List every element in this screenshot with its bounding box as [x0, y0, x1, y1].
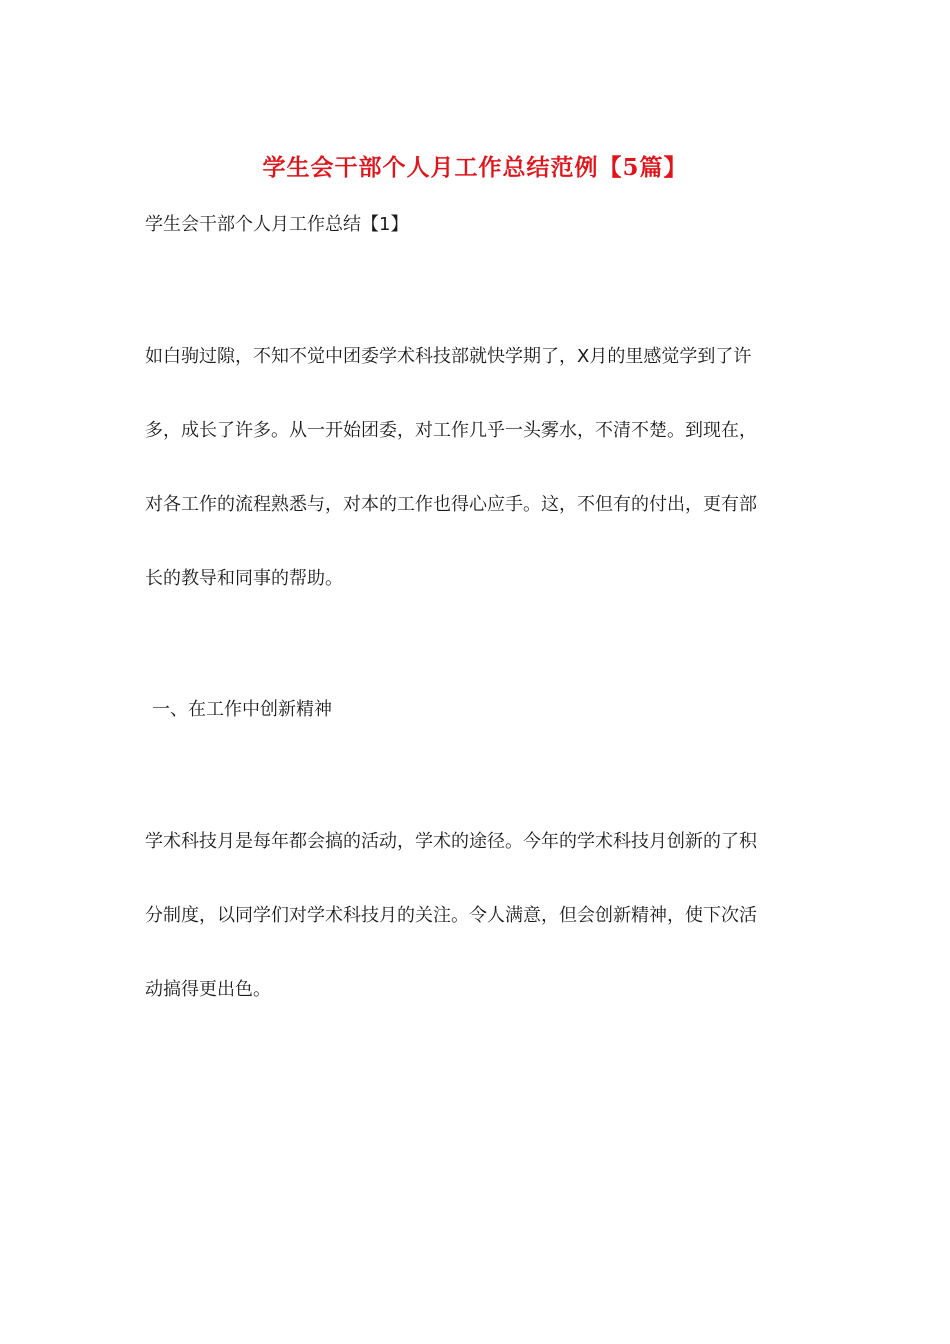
document-subtitle: 学生会干部个人月工作总结【1】 [145, 214, 409, 235]
paragraph-line: 分制度，以同学们对学术科技月的关注。令人满意，但会创新精神，使下次活 [145, 905, 757, 926]
paragraph-line: 多，成长了许多。从一开始团委，对工作几乎一头雾水，不清不楚。到现在， [145, 420, 757, 441]
paragraph-line: 如白驹过隙，不知不觉中团委学术科技部就快学期了，X月的里感觉学到了许 [145, 346, 752, 367]
paragraph-line: 学术科技月是每年都会搞的活动，学术的途径。今年的学术科技月创新的了积 [145, 831, 757, 852]
paragraph-line: 动搞得更出色。 [145, 979, 271, 1000]
paragraph-1 [145, 320, 810, 616]
document-title: 学生会干部个人月工作总结范例【5篇】 [262, 154, 688, 181]
section-heading: 一、在工作中创新精神 [152, 699, 332, 720]
paragraph-line: 长的教导和同事的帮助。 [145, 568, 343, 589]
paragraph-2 [145, 805, 810, 1027]
paragraph-line: 对各工作的流程熟悉与，对本的工作也得心应手。这，不但有的付出，更有部 [145, 494, 757, 515]
